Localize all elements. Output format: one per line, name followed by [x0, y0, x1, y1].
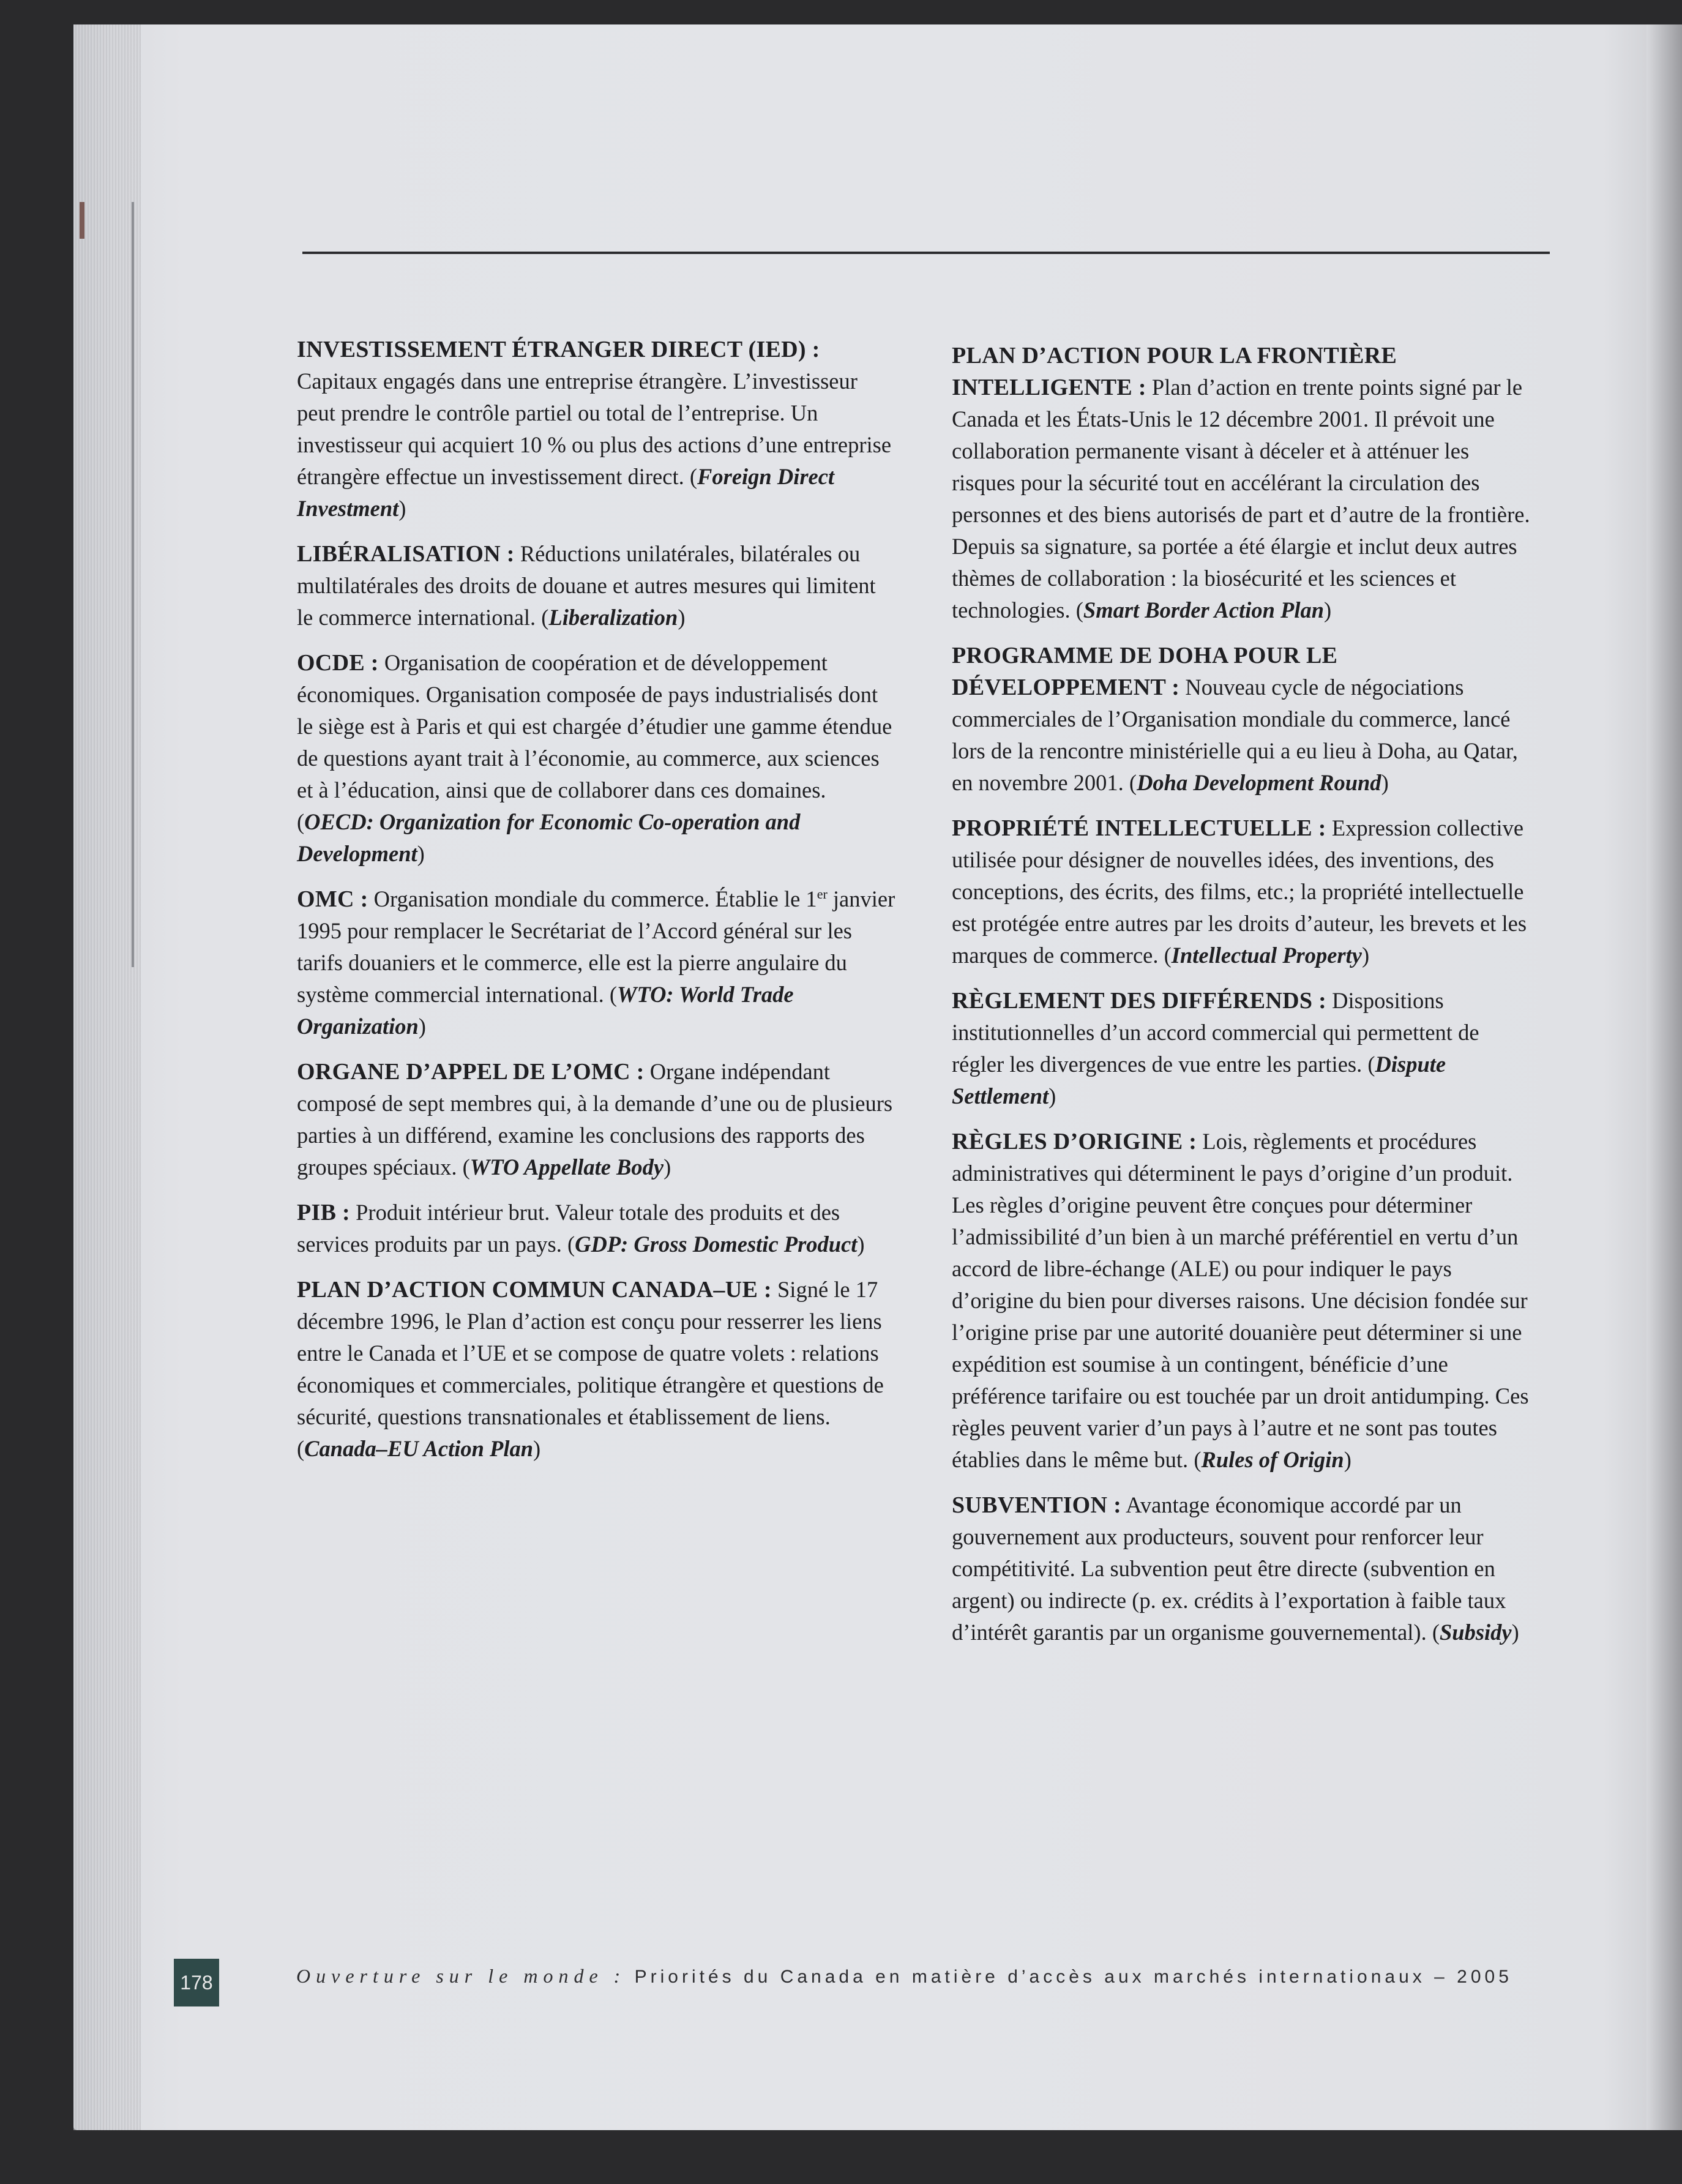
- english-term: Dispute Settlement: [952, 1052, 1446, 1109]
- glossary-term: RÈGLES D’ORIGINE :: [952, 1129, 1197, 1154]
- glossary-term: PLAN D’ACTION POUR LA FRONTIÈRE INTELLIGENTE :: [952, 343, 1397, 400]
- glossary-entry-origine: RÈGLES D’ORIGINE : Lois, règlements et procédures administratives qui déterminent le pays d’origine d’un produit. Les règles d’origine peuvent être conçues pour déterminer l’admissibilité d’un bien à un marché préférentiel en vertu d’un accord de libre-échange (ALE) ou pour indiquer le pays d’origine du bien pour diverses raisons. Une décision fondée sur l’origine prise par une autorité douanière peut déterminer si une expédition est soumise à un contingent, bénéficie d’une préférence tarifaire ou est touchée par un droit antidumping. Ces règles peuvent varier d’un pays à l’autre et ne sont pas toutes établies dans le même but. (Rules of Origin): [952, 1129, 1529, 1472]
- glossary-term: LIBÉRALISATION :: [297, 541, 515, 567]
- english-term: Intellectual Property: [1171, 943, 1362, 968]
- glossary-entry-ocde: OCDE : Organisation de coopération et de développement économiques. Organisation composée de pays industrialisés dont le siège est à Paris et qui est chargée d’étudier une gamme étendue de questions ayant trait à l’économie, au commerce, aux sciences et à l’éducation, ainsi que de collaborer dans ces domaines. (OECD: Organization for Economic Co-operation and Development): [297, 650, 892, 866]
- header-rule: [302, 252, 1550, 254]
- ordinal-superscript: er: [817, 886, 828, 902]
- glossary-term: PROGRAMME DE DOHA POUR LE DÉVELOPPEMENT :: [952, 643, 1338, 700]
- glossary-definition: Expression collective utilisée pour désigner de nouvelles idées, des inventions, des conceptions, des écrits, des films, etc.; la propriété intellectuelle est protégée entre autres par les droits d’auteur, les brevets et les marques de commerce.: [952, 815, 1527, 968]
- footer-title-italic: Ouverture sur le monde :: [296, 1965, 626, 1987]
- glossary-entry-frontiere: PLAN D’ACTION POUR LA FRONTIÈRE INTELLIGENTE : Plan d’action en trente points signé par le Canada et les États-Unis le 12 décembre 2001. Il prévoit une collaboration permanente visant à déceler et à atténuer les risques pour la sécurité tout en accélérant la circulation des personnes et des biens autorisés de part et d’autre de la frontière. Depuis sa signature, sa portée a été élargie et inclut deux autres thèmes de collaboration : la biosécurité et les sciences et technologies. (Smart Border Action Plan): [952, 343, 1530, 623]
- glossary-column-left: [297, 334, 897, 1478]
- glossary-definition: Organisation mondiale du commerce. Établie le 1: [373, 886, 817, 911]
- glossary-entry-pib: PIB : Produit intérieur brut. Valeur totale des produits et des services produits par un pays. (GDP: Gross Domestic Product): [297, 1200, 865, 1257]
- glossary-term: RÈGLEMENT DES DIFFÉRENDS :: [952, 988, 1327, 1014]
- glossary-term: INVESTISSEMENT ÉTRANGER DIRECT (IED) :: [297, 337, 820, 362]
- footer-title-rest: Priorités du Canada en matière d’accès aux marchés internationaux – 2005: [634, 1967, 1512, 1987]
- glossary-definition: Signé le 17 décembre 1996, le Plan d’action est conçu pour resserrer les liens entre le Canada et l’UE et se compose de quatre volets : relations économiques et commerciales, politique étrangère et questions de sécurité, questions transnationales et établissement de liens.: [297, 1277, 884, 1429]
- glossary-entry-propriete: PROPRIÉTÉ INTELLECTUELLE : Expression collective utilisée pour désigner de nouvelles idées, des inventions, des conceptions, des écrits, des films, etc.; la propriété intellectuelle est protégée entre autres par les droits d’auteur, les brevets et les marques de commerce. (Intellectual Property): [952, 815, 1527, 968]
- glossary-definition: Nouveau cycle de négociations commerciales de l’Organisation mondiale du commerce, lancé lors de la rencontre ministérielle qui a eu lieu à Doha, au Qatar, en novembre 2001.: [952, 675, 1518, 795]
- glossary-entry-plan-canada-ue: PLAN D’ACTION COMMUN CANADA–UE : Signé le 17 décembre 1996, le Plan d’action est conçu pour resserrer les liens entre le Canada et l’UE et se compose de quatre volets : relations économiques et commerciales, politique étrangère et questions de sécurité, questions transnationales et établissement de liens. (Canada–EU Action Plan): [297, 1277, 884, 1461]
- page-curl: [1646, 24, 1682, 2130]
- english-term: WTO Appellate Body: [469, 1154, 664, 1180]
- english-term: Subsidy: [1439, 1620, 1512, 1645]
- glossary-entry-organe-appel: ORGANE D’APPEL DE L’OMC : Organe indépendant composé de sept membres qui, à la demande d’une ou de plusieurs parties à un différend, examine les conclusions des rapports des groupes spéciaux. (WTO Appellate Body): [297, 1059, 893, 1180]
- glossary-entry-differends: RÈGLEMENT DES DIFFÉRENDS : Dispositions institutionnelles d’un accord commercial qui permettent de régler les divergences de vue entre les parties. (Dispute Settlement): [952, 988, 1479, 1109]
- glossary-definition: Produit intérieur brut. Valeur totale des produits et des services produits par un pays.: [297, 1200, 840, 1257]
- glossary-definition: Organe indépendant composé de sept membres qui, à la demande d’une ou de plusieurs parties à un différend, examine les conclusions des rapports des groupes spéciaux.: [297, 1059, 893, 1180]
- glossary-entry-ied: INVESTISSEMENT ÉTRANGER DIRECT (IED) : Capitaux engagés dans une entreprise étrangère. L’investisseur peut prendre le contrôle partiel ou total de l’entreprise. Un investisseur qui acquiert 10 % ou plus des actions d’une entreprise étrangère effectue un investissement direct. (Foreign Direct Investment): [297, 337, 892, 521]
- glossary-term: PLAN D’ACTION COMMUN CANADA–UE :: [297, 1277, 772, 1303]
- glossary-column-right: [952, 340, 1536, 1662]
- english-term: Doha Development Round: [1137, 770, 1381, 795]
- glossary-definition: Organisation de coopération et de développement économiques. Organisation composée de pays industrialisés dont le siège est à Paris et qui est chargée d’étudier une gamme étendue de questions ayant trait à l’économie, au commerce, aux sciences et à l’éducation, ainsi que de collaborer dans ces domaines.: [297, 650, 892, 802]
- glossary-term: ORGANE D’APPEL DE L’OMC :: [297, 1059, 645, 1085]
- glossary-definition: Plan d’action en trente points signé par le Canada et les États-Unis le 12 décembre 2001. Il prévoit une collaboration permanente visant à déceler et à atténuer les risques pour la sécurité tout en accélérant la circulation des personnes et des biens autorisés de part et d’autre de la frontière. Depuis sa signature, sa portée a été élargie et inclut deux autres thèmes de collaboration : la biosécurité et les sciences et technologies.: [952, 375, 1530, 623]
- english-term: Foreign Direct Investment: [297, 464, 835, 521]
- page-number: 178: [174, 1959, 219, 2006]
- glossary-term: OCDE :: [297, 650, 379, 676]
- glossary-term: SUBVENTION :: [952, 1492, 1122, 1518]
- margin-line: [132, 202, 134, 967]
- glossary-term: OMC :: [297, 886, 368, 912]
- glossary-term: PROPRIÉTÉ INTELLECTUELLE :: [952, 815, 1326, 841]
- glossary-definition: Lois, règlements et procédures administratives qui déterminent le pays d’origine d’un produit. Les règles d’origine peuvent être conçues pour déterminer l’admissibilité d’un bien à un marché préférentiel en vertu d’un accord de libre-échange (ALE) ou pour indiquer le pays d’origine du bien pour diverses raisons. Une décision fondée sur l’origine prise par une autorité douanière peut déterminer si une expédition est soumise à un contingent, bénéficie d’une préférence tarifaire ou est touchée par un droit antidumping. Ces règles peuvent varier d’un pays à l’autre et ne sont pas toutes établies dans le même but.: [952, 1129, 1529, 1472]
- glossary-definition: Avantage économique accordé par un gouvernement aux producteurs, souvent pour renforcer leur compétitivité. La subvention peut être directe (subvention en argent) ou indirecte (p. ex. crédits à l’exportation à faible taux d’intérêt garantis par un organisme gouvernemental).: [952, 1492, 1506, 1645]
- english-term: Smart Border Action Plan: [1083, 597, 1325, 623]
- glossary-definition: Réductions unilatérales, bilatérales ou multilatérales des droits de douane et autres mesures qui limitent le commerce international.: [297, 541, 876, 630]
- glossary-term: PIB :: [297, 1200, 350, 1225]
- glossary-definition: Capitaux engagés dans une entreprise étrangère. L’investisseur peut prendre le contrôle partiel ou total de l’entreprise. Un investisseur qui acquiert 10 % ou plus des actions d’une entreprise étrangère effectue un investissement direct.: [297, 368, 892, 489]
- page-stack-edge: [73, 24, 141, 2130]
- english-term: Rules of Origin: [1201, 1447, 1344, 1472]
- english-term: GDP: Gross Domestic Product: [575, 1232, 858, 1257]
- glossary-entry-doha: PROGRAMME DE DOHA POUR LE DÉVELOPPEMENT : Nouveau cycle de négociations commerciales de l’Organisation mondiale du commerce, lancé lors de la rencontre ministérielle qui a eu lieu à Doha, au Qatar, en novembre 2001. (Doha Development Round): [952, 643, 1518, 795]
- glossary-definition-cont: janvier 1995 pour remplacer le Secrétariat de l’Accord général sur les tarifs douaniers et le commerce, elle est la pierre angulaire du système commercial international.: [297, 886, 895, 1007]
- glossary-entry-omc: OMC : Organisation mondiale du commerce. Établie le 1er janvier 1995 pour remplacer le Secrétariat de l’Accord général sur les tarifs douaniers et le commerce, elle est la pierre angulaire du système commercial international. (WTO: World Trade Organization): [297, 886, 895, 1039]
- english-term: Canada–EU Action Plan: [304, 1436, 534, 1461]
- english-term: OECD: Organization for Economic Co-operation and Development: [297, 809, 801, 866]
- glossary-definition: Dispositions institutionnelles d’un accord commercial qui permettent de régler les divergences de vue entre les parties.: [952, 988, 1479, 1077]
- english-term: WTO: World Trade Organization: [297, 982, 794, 1039]
- glossary-entry-liberalisation: LIBÉRALISATION : Réductions unilatérales, bilatérales ou multilatérales des droits de douane et autres mesures qui limitent le commerce international. (Liberalization): [297, 541, 876, 630]
- english-term: Liberalization: [548, 605, 678, 630]
- glossary-entry-subvention: SUBVENTION : Avantage économique accordé par un gouvernement aux producteurs, souvent pour renforcer leur compétitivité. La subvention peut être directe (subvention en argent) ou indirecte (p. ex. crédits à l’exportation à faible taux d’intérêt garantis par un organisme gouvernemental). (Subsidy): [952, 1492, 1519, 1645]
- running-footer: [296, 1965, 1512, 1988]
- margin-mark: [80, 202, 84, 239]
